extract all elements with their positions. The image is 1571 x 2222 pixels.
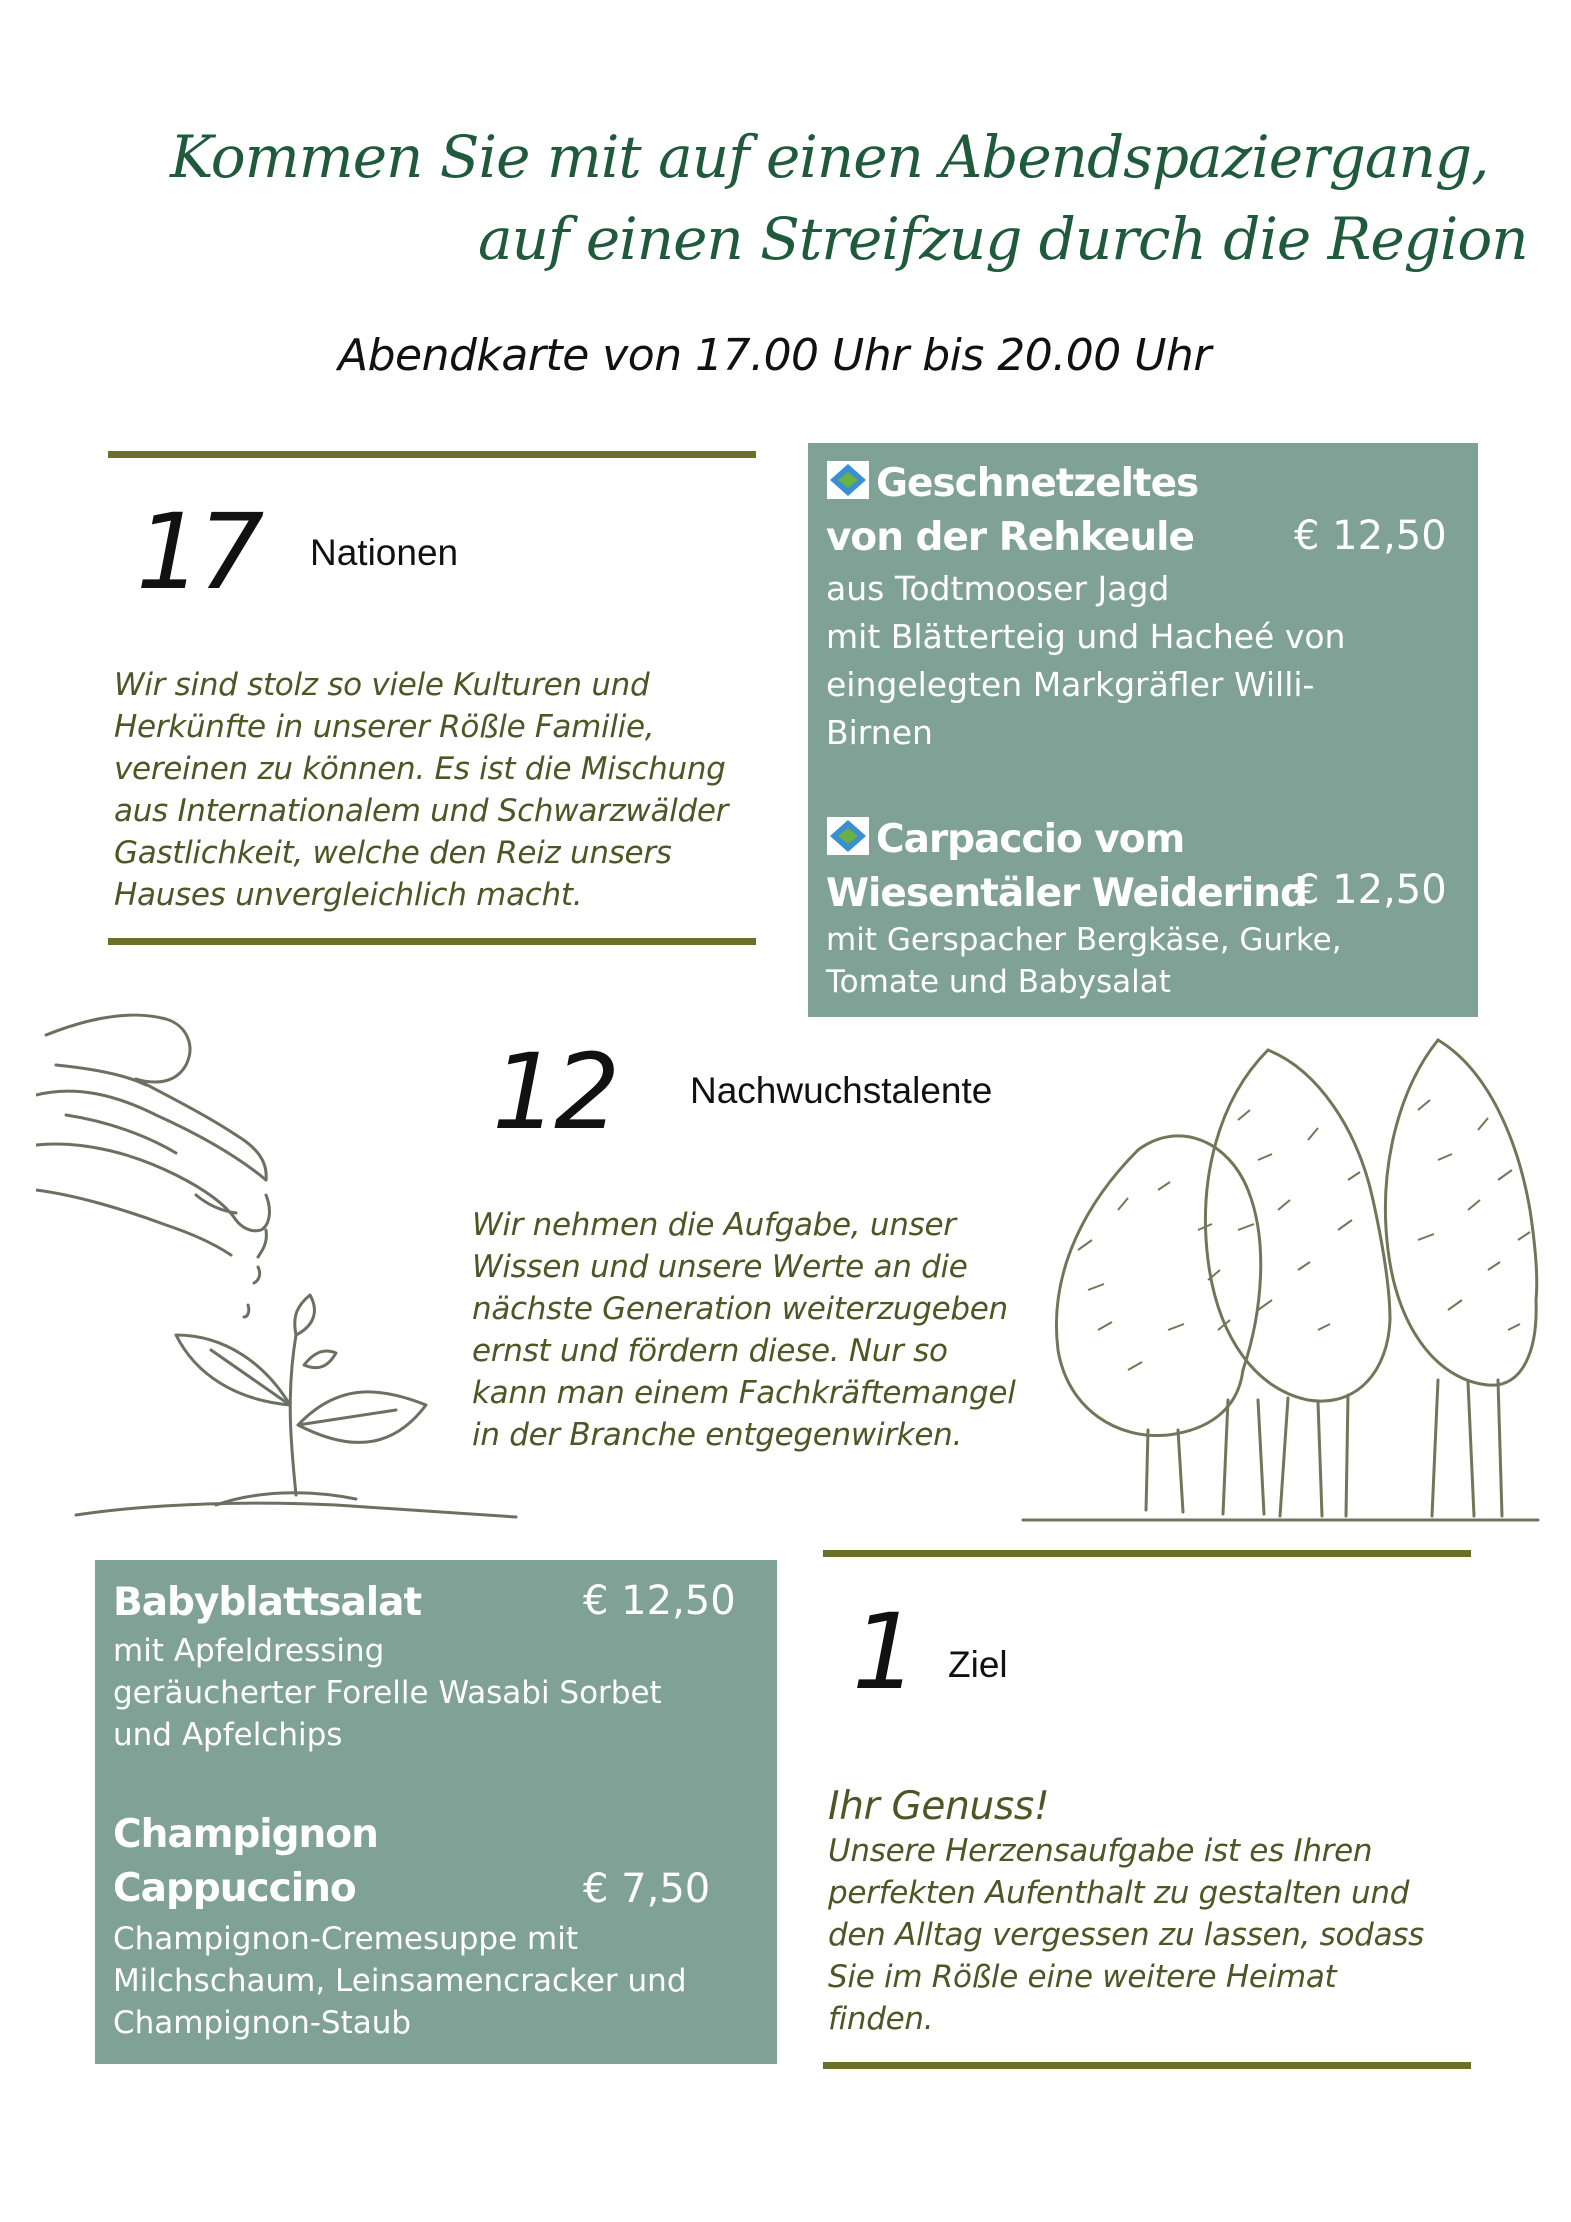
fact-story: Unsere Herzensaufgabe ist es Ihren perfekten Aufenthalt zu gestalten und den Alltag vergessen zu lassen, sodass Sie im Rößle eine weitere Heimat finden. [828, 1833, 1424, 2037]
dish-description: aus Todtmooser Jagd mit Blätterteig und Hacheé von eingelegten Markgräfler Willi- Birnen [826, 569, 1346, 752]
regional-label-icon [826, 816, 870, 856]
fact-label: Nationen [310, 532, 459, 573]
dish-name: Champignon [113, 1812, 378, 1857]
dish-price: € 12,50 [583, 1578, 736, 1624]
dish-price: € 12,50 [1294, 867, 1447, 913]
divider-rule [823, 1550, 1471, 1557]
trees-illustration [1018, 1030, 1540, 1530]
hand-watering-sprout-illustration [36, 1005, 526, 1525]
dish-name: Babyblattsalat [113, 1580, 422, 1625]
dish-price: € 12,50 [1294, 513, 1447, 559]
dish-name: Geschnetzeltes [876, 461, 1199, 506]
menu-panel-top [808, 443, 1478, 1017]
dish-description: mit Gerspacher Bergkäse, Gurke, Tomate und Babysalat [826, 922, 1342, 1000]
dish-name: Wiesentäler Weiderind [826, 871, 1307, 916]
dish-description: Champignon-Cremesuppe mit Milchschaum, Leinsamencracker und Champignon-Staub [113, 1921, 687, 2041]
fact-heading: Ihr Genuss! [828, 1784, 1050, 1829]
regional-label-icon [826, 460, 870, 500]
fact-number: 1 [852, 1591, 915, 1713]
fact-label: Nachwuchstalente [690, 1070, 993, 1111]
divider-rule [823, 2062, 1471, 2069]
dish-name: von der Rehkeule [826, 515, 1194, 560]
menu-panel-bottom [95, 1560, 777, 2064]
fact-number: 17 [136, 491, 261, 613]
dish-price: € 7,50 [583, 1866, 711, 1912]
dish-description: mit Apfeldressing geräucherter Forelle Wasabi Sorbet und Apfelchips [113, 1633, 662, 1753]
menu-item [826, 457, 1198, 565]
fact-number: 12 [492, 1031, 617, 1153]
divider-rule [108, 451, 756, 458]
divider-rule [108, 938, 756, 945]
dish-name: Carpaccio vom [876, 817, 1185, 862]
dish-name: Cappuccino [113, 1866, 356, 1911]
menu-item [113, 1808, 378, 1916]
headline-line2: auf einen Streifzug durch die Region [478, 205, 1528, 273]
menu-item [826, 813, 1307, 921]
headline-line1: Kommen Sie mit auf einen Abendspaziergang, [170, 123, 1489, 191]
fact-label: Ziel [948, 1644, 1008, 1685]
fact-story: Wir nehmen die Aufgabe, unser Wissen und unsere Werte an die nächste Generation weiterzugeben ernst und fördern diese. Nur so kann man einem Fachkräftemangel in der Branche entgegenwirken. [472, 1207, 1016, 1453]
fact-story: Wir sind stolz so viele Kulturen und Herkünfte in unserer Rößle Familie, vereinen zu können. Es ist die Mischung aus Internationalem und Schwarzwälder Gastlichkeit, welche den Reiz unsers Hauses unvergleichlich macht. [114, 667, 729, 913]
menu-subtitle: Abendkarte von 17.00 Uhr bis 20.00 Uhr [338, 330, 1211, 381]
